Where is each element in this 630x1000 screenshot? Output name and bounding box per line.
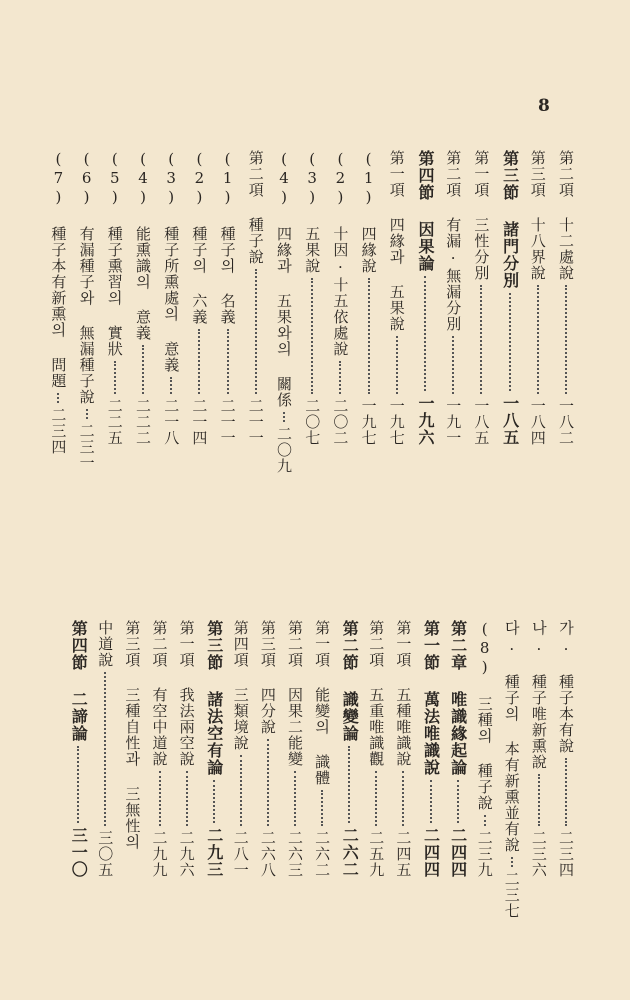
toc1-title: (2) 種子의 六義	[190, 150, 209, 325]
toc1-page: 二二五	[105, 398, 124, 446]
toc1-title: 第四節 因果論	[416, 150, 435, 272]
toc2-page: 二六三	[286, 830, 304, 878]
toc2-page: 二四五	[394, 830, 413, 878]
toc2-leader	[484, 815, 486, 826]
toc1-entry	[470, 150, 492, 448]
toc2-leader	[159, 771, 161, 826]
toc1-leader	[198, 329, 200, 394]
toc1-entry	[499, 150, 521, 448]
toc1-title: 第三節 諸門分別	[500, 150, 520, 289]
toc1-page: 一八四	[528, 398, 547, 446]
toc2-leader	[430, 780, 432, 823]
toc1-page: 二一八	[162, 398, 181, 446]
toc1-entry	[386, 150, 408, 448]
toc1-entry	[188, 150, 210, 448]
toc2-title: 第三節 諸法空有論	[204, 620, 224, 776]
toc1-title: 第二項 十二處說	[557, 150, 575, 281]
toc2-leader	[457, 780, 459, 823]
toc2-leader	[213, 780, 215, 823]
toc1-entry	[245, 150, 267, 448]
toc1-title: (4) 能熏識의 意義	[134, 150, 152, 341]
toc1-page: 二〇九	[275, 426, 293, 474]
toc1-leader	[565, 285, 567, 394]
toc2-page: 二三七	[502, 871, 521, 919]
toc2-title: 第一節 萬法唯識說	[421, 620, 441, 776]
toc1-leader	[57, 393, 59, 403]
toc1-entry	[358, 150, 380, 448]
toc2-entry	[284, 620, 306, 880]
toc1-entry	[527, 150, 549, 448]
toc2-entry	[121, 620, 143, 880]
toc1-page: 二一四	[190, 398, 209, 446]
toc1-entry	[555, 150, 577, 448]
toc1-page: 一八二	[557, 398, 575, 446]
toc1-leader	[86, 409, 88, 419]
toc2-page: 二四四	[421, 827, 441, 878]
toc2-leader	[538, 774, 540, 826]
toc1-leader	[480, 285, 482, 394]
toc2-title: 第一項 我法兩空說	[177, 620, 196, 767]
toc2-title: 第二節 識變論	[340, 620, 360, 742]
toc1-leader	[509, 293, 511, 391]
toc2-leader	[375, 771, 377, 826]
toc2-entry	[447, 620, 469, 880]
toc2-entry	[555, 620, 577, 880]
toc1-leader	[170, 377, 172, 394]
toc1-title: 第一項 三性分別	[472, 150, 491, 281]
toc2-title: 第三項 三種自性과 三無性의	[123, 620, 142, 850]
toc2-leader	[186, 771, 188, 826]
toc2-entry	[176, 620, 198, 880]
toc1-page: 二三一	[77, 423, 96, 471]
toc1-page: 二〇二	[331, 398, 350, 446]
toc1-leader	[339, 361, 341, 394]
toc2-leader	[402, 771, 404, 826]
toc2-entry	[338, 620, 360, 880]
toc1-title: (6) 有漏種子와 無漏種子說	[77, 150, 96, 405]
toc2-entry	[67, 620, 89, 880]
toc2-leader	[511, 857, 513, 867]
toc1-page: 二三四	[49, 407, 68, 455]
toc2-title: 나. 種子唯新熏說	[529, 620, 548, 770]
toc2-title: 다. 種子의 本有新熏並有說	[502, 620, 521, 853]
toc2-page: 二六八	[258, 830, 277, 878]
toc2-page: 二九三	[204, 827, 224, 878]
toc1-entry	[414, 150, 436, 448]
toc1-leader	[142, 345, 144, 394]
toc2-entry	[203, 620, 225, 880]
toc2-entry	[149, 620, 171, 880]
toc1-entry	[160, 150, 182, 448]
toc2-entry	[311, 620, 333, 880]
toc2-entry	[392, 620, 414, 880]
toc2-entry	[501, 620, 523, 919]
toc2-entry	[420, 620, 442, 880]
toc1-page: 二一一	[218, 398, 237, 446]
toc2-page: 二三四	[557, 830, 575, 878]
toc2-title: 第四項 三類境說	[231, 620, 250, 751]
toc1-leader	[396, 336, 398, 394]
toc2-entry	[474, 620, 496, 880]
toc2-entry	[230, 620, 252, 880]
toc1-leader	[283, 412, 285, 422]
toc1-page: 一九七	[359, 398, 378, 446]
toc1-entry	[104, 150, 126, 448]
toc1-page: 二〇七	[303, 398, 322, 446]
toc1-entry	[329, 150, 351, 448]
toc2-page: 二四四	[448, 827, 468, 878]
toc2-page: 二三六	[529, 830, 548, 878]
toc2-page: 二三九	[475, 830, 494, 878]
toc2-page: 二八一	[231, 830, 250, 878]
toc2-leader	[294, 771, 296, 826]
toc2-page: 二五九	[367, 830, 386, 878]
toc1-entry	[217, 150, 239, 448]
toc2-title: 가. 種子本有說	[557, 620, 575, 754]
toc1-title: (3) 五果說	[303, 150, 322, 274]
toc2-entry	[257, 620, 279, 880]
toc2-title: 第一項 五種唯識說	[394, 620, 413, 767]
toc1-title: (1) 四緣說	[359, 150, 378, 274]
toc1-entry	[273, 150, 295, 474]
toc1-entry	[47, 150, 69, 455]
toc2-page: 二九六	[177, 830, 196, 878]
toc2-page: 三〇五	[96, 830, 115, 878]
toc1-title: (1) 種子의 名義	[218, 150, 237, 325]
toc2-title: 第一項 能變의 識體	[313, 620, 332, 786]
toc1-leader	[424, 276, 426, 391]
toc1-title: 第三項 十八界說	[528, 150, 547, 281]
toc1-page: 二一一	[246, 398, 265, 446]
toc2-leader	[565, 758, 567, 826]
toc1-entry	[442, 150, 464, 448]
toc1-title: (7) 種子本有新熏의 問題	[49, 150, 68, 389]
toc2-entry	[94, 620, 116, 880]
toc1-leader	[311, 278, 313, 394]
toc2-entry	[528, 620, 550, 880]
toc1-title: (2) 十因·十五依處說	[331, 150, 350, 357]
toc2-leader	[240, 755, 242, 826]
toc2-title: 第二項 因果二能變	[286, 620, 304, 767]
toc1-leader	[114, 361, 116, 394]
toc1-page: 一九一	[444, 398, 463, 446]
toc2-leader	[104, 672, 106, 826]
toc1-page: 二二二	[134, 398, 152, 446]
toc1-title: 第二項 有漏·無漏分別	[444, 150, 463, 332]
toc2-page: 二六二	[340, 827, 360, 878]
page-number: 8	[538, 96, 550, 116]
toc1-leader	[368, 278, 370, 394]
toc1-entry	[76, 150, 98, 471]
toc1-title: (5) 種子熏習의 實狀	[105, 150, 124, 357]
toc1-entry	[301, 150, 323, 448]
toc1-entry	[132, 150, 154, 448]
toc2-page: 二九九	[150, 830, 169, 878]
toc1-leader	[537, 285, 539, 394]
toc2-leader	[321, 790, 323, 826]
toc1-title: 第二項 種子說	[246, 150, 265, 265]
toc2-title: 第四節 二諦論	[69, 620, 89, 742]
toc2-title: 中道說	[96, 620, 115, 668]
toc1-title: 第一項 四緣과 五果說	[387, 150, 406, 332]
toc2-title: 第三項 四分說	[258, 620, 277, 735]
toc1-title: (4) 四緣과 五果와의 關係	[275, 150, 293, 408]
toc2-title: 第二章 唯識緣起論	[448, 620, 468, 776]
toc2-page: 三一〇	[69, 827, 89, 878]
toc1-leader	[452, 336, 454, 394]
toc2-entry	[365, 620, 387, 880]
toc1-page: 一九六	[416, 395, 435, 446]
toc2-leader	[77, 746, 79, 823]
toc1-page: 一八五	[472, 398, 491, 446]
toc2-page: 二六二	[313, 830, 332, 878]
toc2-title: (8) 三種의 種子說	[475, 620, 494, 811]
toc1-title: (3) 種子所熏處의 意義	[162, 150, 181, 373]
toc2-leader	[267, 739, 269, 826]
toc2-title: 第二項 有空中道說	[150, 620, 169, 767]
toc2-leader	[348, 746, 350, 823]
toc1-page: 一八五	[500, 395, 520, 446]
toc1-page: 一九七	[387, 398, 406, 446]
toc1-leader	[227, 329, 229, 394]
toc1-leader	[255, 269, 257, 394]
toc2-title: 第二項 五重唯識觀	[367, 620, 386, 767]
